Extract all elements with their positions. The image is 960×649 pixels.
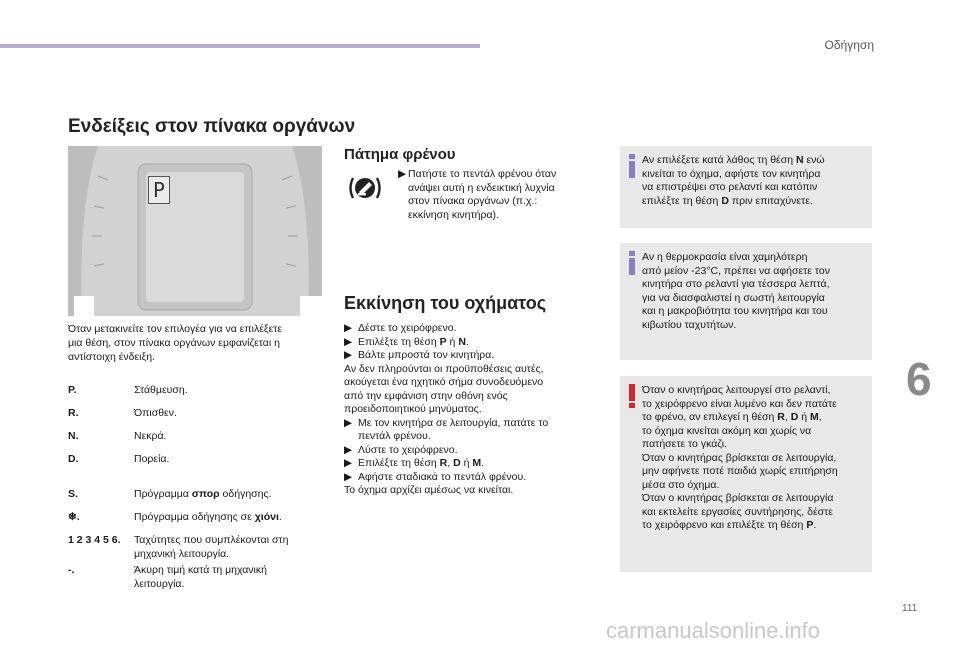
warning-line: Όταν ο κινητήρας βρίσκεται σε λειτουργία,	[642, 451, 837, 464]
step-text: ή	[446, 335, 459, 348]
warning-text: το φρένο, αν επιλεγεί η θέση	[642, 411, 778, 423]
gear-row-n	[68, 430, 330, 444]
gear-row-s	[68, 488, 330, 502]
warning-line: μην αφήνετε ποτέ παιδιά χωρίς επιτήρηση	[642, 465, 838, 477]
instrument-panel-drawing	[68, 146, 322, 316]
warning-line	[642, 411, 864, 425]
start-step	[344, 349, 614, 363]
header-accent-bar	[0, 44, 480, 48]
intro-line: μια θέση, στον πίνακα οργάνων εμφανίζεται η	[68, 337, 280, 349]
gear-key: R.	[68, 407, 79, 419]
gear-key: D.	[68, 453, 79, 465]
brake-line: εκκίνηση κινητήρα).	[408, 208, 499, 221]
gear-desc-bold: σπορ	[191, 488, 220, 500]
info-text: ενώ	[803, 154, 825, 166]
start-step	[344, 471, 614, 485]
step-bold: M	[472, 457, 482, 469]
start-instructions	[344, 322, 614, 498]
info-line: και η μακροβιότητα του κινητήρα και του	[642, 305, 828, 317]
start-paragraph-line: Αν δεν πληρούνται οι προϋποθέσεις αυτές,	[344, 362, 544, 375]
info-bold: D	[721, 194, 729, 207]
gear-desc-line: Ταχύτητες που συμπλέκονται στη	[134, 534, 289, 546]
warning-text: ,	[784, 411, 791, 423]
warning-line: πατήσετε το γκάζι.	[642, 438, 727, 450]
gear-desc: Στάθμευση.	[134, 384, 188, 396]
brake-line	[398, 168, 618, 182]
info-line: κιβωτίου ταχυτήτων.	[642, 318, 737, 331]
bullet-arrow-icon: ▶︎	[344, 322, 353, 334]
info-line	[642, 195, 864, 209]
warning-bold: M	[809, 411, 819, 423]
instrument-panel-image	[68, 146, 322, 316]
info-line: για να διασφαλιστεί η σωστή λειτουργία	[642, 291, 825, 304]
info-line: να επιστρέψει στο ρελαντί και κατόπιν	[642, 181, 818, 193]
gear-desc	[134, 564, 330, 591]
step-text: Με τον κινητήρα σε λειτουργία, πατάτε το	[358, 416, 549, 429]
brake-pedal-icon	[347, 170, 383, 206]
warning-text: το χειρόφρενο και επιλέξτε τη θέση	[642, 519, 807, 531]
warning-bold: R	[777, 411, 785, 423]
step-text: Επιλέξτε τη θέση	[358, 457, 440, 469]
step-bold: N	[458, 335, 466, 348]
info-text: πριν επιταχύνετε.	[728, 194, 813, 207]
gear-key: P.	[68, 384, 77, 396]
warning-line: Όταν ο κινητήρας βρίσκεται σε λειτουργία	[642, 492, 834, 504]
bullet-arrow-icon: ▶︎	[344, 470, 353, 483]
header-section-title: Οδήγηση	[824, 38, 874, 52]
info-line: κινητήρα στο ρελαντί για τέσσερα λεπτά,	[642, 278, 830, 290]
warning-text: ή	[798, 411, 810, 423]
step-text: Βάλτε μπροστά τον κινητήρα.	[358, 349, 495, 361]
gear-key: N.	[68, 430, 79, 442]
step-bold: P	[439, 335, 447, 348]
gear-desc: Όπισθεν.	[134, 407, 177, 419]
bullet-arrow-icon: ▶︎	[344, 457, 353, 469]
warning-bold: D	[790, 411, 799, 423]
info-icon	[628, 251, 636, 280]
bullet-arrow-icon: ▶︎	[398, 168, 407, 180]
gear-desc	[134, 511, 330, 525]
start-step	[344, 457, 614, 471]
gear-key: 1 2 3 4 5 6.	[68, 534, 121, 546]
gear-key: -.	[68, 564, 75, 576]
warning-line: Όταν ο κινητήρας λειτουργεί στο ρελαντί,	[642, 384, 831, 396]
gear-desc-bold: χιόνι	[254, 511, 279, 523]
step-text: ή	[460, 457, 473, 469]
brake-line-text: Πατήστε το πεντάλ φρένου όταν	[408, 168, 557, 180]
info-bold: N	[795, 154, 804, 166]
warning-bold: P	[806, 519, 814, 531]
warning-text: ,	[818, 411, 822, 423]
info-text: επιλέξτε τη θέση	[642, 194, 722, 207]
page-number: 111	[902, 603, 918, 614]
start-step	[344, 444, 614, 458]
gear-row-d	[68, 453, 330, 467]
gear-row-snow	[68, 511, 330, 525]
gear-row-r	[68, 407, 330, 421]
bullet-arrow-icon: ▶︎	[344, 335, 353, 348]
warning-line: το όχημα κινείται ακόμη και χωρίς να	[642, 424, 812, 437]
gear-desc-line: μηχανική λειτουργία.	[134, 547, 230, 560]
info-line	[642, 154, 864, 168]
start-paragraph-line: Το όχημα αρχίζει αμέσως να κινείται.	[344, 484, 514, 496]
step-text: Επιλέξτε τη θέση	[358, 335, 440, 348]
intro-line: Όταν μετακινείτε τον επιλογέα για να επιλέξετε	[68, 323, 283, 335]
gear-desc	[134, 534, 330, 561]
brake-instruction	[398, 168, 618, 222]
intro-paragraph	[68, 322, 324, 364]
intro-line: αντίστοιχη ένδειξη.	[68, 351, 155, 363]
gear-desc-text: οδήγησης.	[219, 488, 272, 500]
step-text: .	[465, 335, 469, 348]
warning-line: μέσα στο όχημα.	[642, 478, 720, 491]
start-step	[344, 322, 614, 336]
brake-line: ανάψει αυτή η ενδεικτική λυχνία	[408, 181, 555, 194]
warning-line	[642, 519, 864, 533]
gear-desc-line: λειτουργία.	[134, 577, 185, 590]
bullet-arrow-icon: ▶︎	[344, 443, 353, 456]
bullet-arrow-icon: ▶︎	[344, 416, 353, 429]
gear-indicator: P	[148, 176, 170, 204]
watermark: carmanualsonline.info	[606, 618, 821, 643]
warning-icon	[628, 384, 636, 413]
gear-desc	[134, 488, 330, 502]
step-text: .	[481, 457, 485, 469]
gear-desc: Πορεία.	[134, 453, 170, 465]
step-bold: R	[439, 457, 448, 469]
step-bold: D	[453, 457, 461, 469]
info-box-neutral	[620, 146, 872, 228]
start-step	[344, 417, 614, 431]
warning-box	[620, 376, 872, 572]
bullet-arrow-icon: ▶︎	[344, 349, 353, 361]
start-step-continued: πεντάλ φρένου.	[358, 430, 431, 442]
brake-line: στον πίνακα οργάνων (π.χ.:	[408, 195, 538, 207]
info-text: Αν επιλέξετε κατά λάθος τη θέση	[642, 154, 796, 166]
start-paragraph-line: από την εμφάνιση στην οθόνη ενός	[344, 389, 508, 402]
start-step	[344, 336, 614, 350]
gear-key: S.	[68, 488, 78, 500]
gear-row-manual	[68, 534, 330, 561]
start-paragraph-line: προειδοποιητικού μηνύματος.	[344, 403, 482, 415]
warning-line: και εκτελείτε εργασίες συντήρησης, δέστε	[642, 505, 833, 518]
step-text: Αφήστε σταδιακά το πεντάλ φρένου.	[358, 470, 527, 483]
page-title: Ενδείξεις στον πίνακα οργάνων	[68, 116, 356, 137]
warning-line: το χειρόφρενο είναι λυμένο και δεν πατάτε	[642, 397, 837, 410]
brake-section-title: Πάτημα φρένου	[344, 146, 456, 163]
gear-desc-text: .	[278, 511, 282, 523]
start-section-title: Εκκίνηση του οχήματος	[344, 293, 547, 313]
step-text: Δέστε το χειρόφρενο.	[358, 322, 457, 334]
info-box-temperature	[620, 243, 872, 360]
gear-desc-line: Άκυρη τιμή κατά τη μηχανική	[134, 564, 267, 576]
step-text: Λύστε το χειρόφρενο.	[358, 443, 458, 456]
gear-desc-text: Πρόγραμμα οδήγησης σε	[134, 511, 255, 523]
info-icon	[628, 154, 636, 183]
info-line: Αν η θερμοκρασία είναι χαμηλότερη	[642, 251, 808, 263]
gear-row-invalid	[68, 564, 330, 591]
step-text: ,	[447, 457, 454, 469]
start-paragraph-line: ακούγεται ένα ηχητικό σήμα συνοδευόμενο	[344, 376, 544, 388]
warning-text: .	[813, 519, 817, 531]
gear-desc-text: Πρόγραμμα	[134, 488, 192, 500]
info-line: από μείον -23°C, πρέπει να αφήσετε τον	[642, 264, 830, 277]
gear-desc: Νεκρά.	[134, 430, 167, 442]
gear-row-p	[68, 384, 330, 398]
snowflake-icon: ❄.	[68, 511, 80, 523]
info-line: κινείται το όχημα, αφήστε τον κινητήρα	[642, 167, 821, 180]
chapter-number: 6	[906, 353, 932, 405]
